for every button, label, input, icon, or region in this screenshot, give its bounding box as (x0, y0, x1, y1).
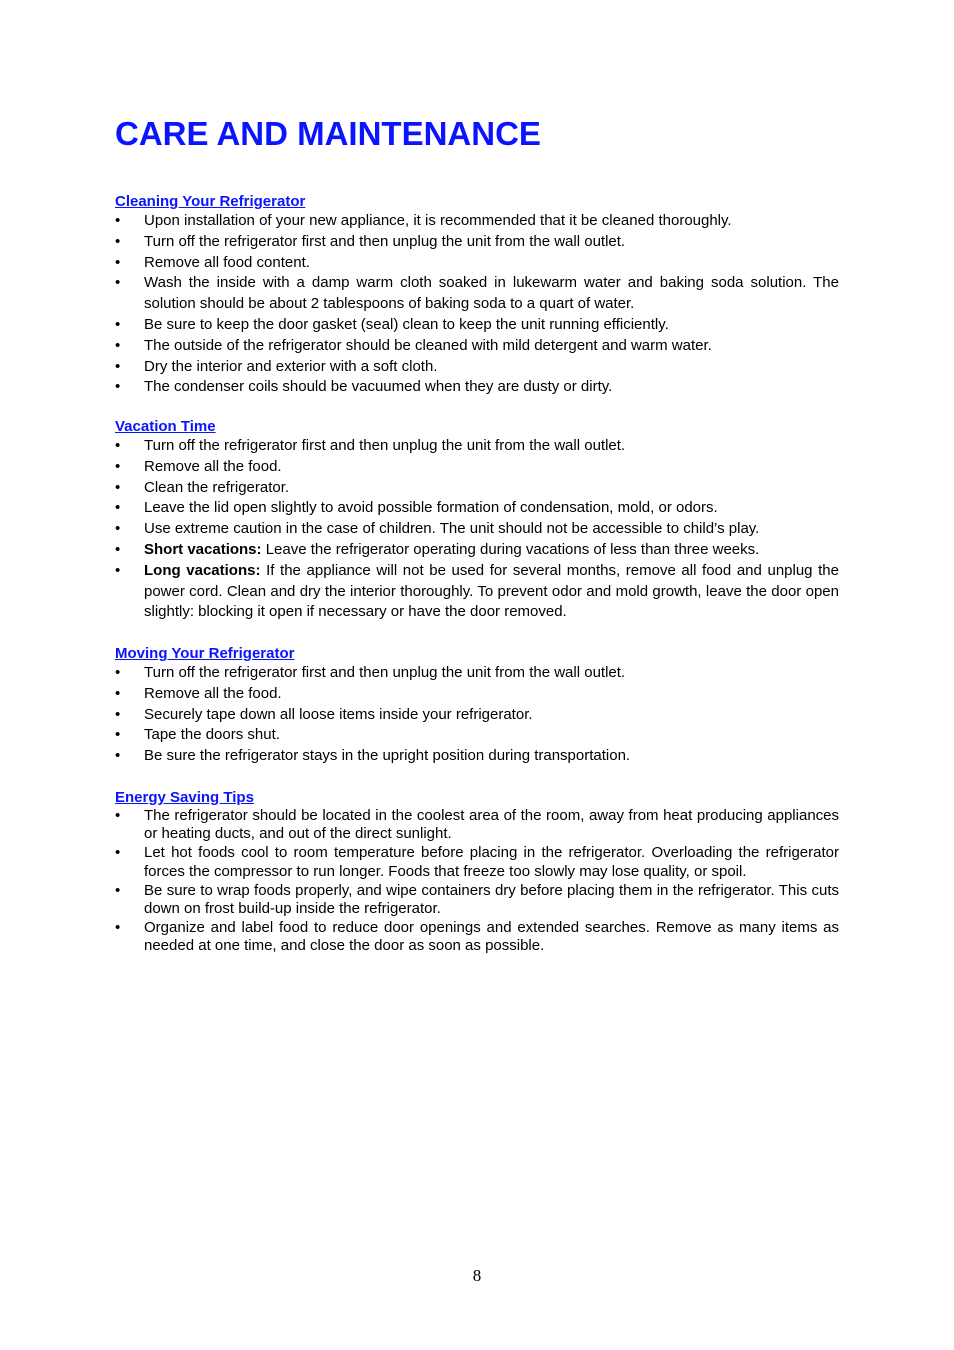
list-item: • Organize and label food to reduce door openings and extended searches. Remove as many items as needed at one time, and close the door as soon as possible. (115, 919, 839, 955)
list-item: • Upon installation of your new appliance, it is recommended that it be cleaned thoroughly. (115, 211, 839, 232)
section-heading-cleaning: Cleaning Your Refrigerator (115, 193, 306, 210)
list-item: • Be sure to keep the door gasket (seal) clean to keep the unit running efficiently. (115, 315, 839, 336)
bullet-icon: • (115, 705, 121, 723)
bullet-icon: • (115, 253, 121, 271)
list-item: • Be sure the refrigerator stays in the upright position during transportation. (115, 746, 839, 767)
energy-list (115, 807, 839, 956)
bullet-icon: • (115, 919, 121, 937)
list-item: • Use extreme caution in the case of children. The unit should not be accessible to child’s play. (115, 519, 839, 540)
bullet-icon: • (115, 478, 121, 496)
section-heading-energy: Energy Saving Tips (115, 789, 254, 806)
section-moving (115, 644, 839, 767)
list-item: • Be sure to wrap foods properly, and wipe containers dry before placing them in the refrigerator. This cuts down on frost build-up inside the refrigerator. (115, 881, 839, 918)
bullet-icon: • (115, 664, 121, 681)
list-item: • Turn off the refrigerator first and then unplug the unit from the wall outlet. (115, 663, 839, 684)
bullet-icon: • (115, 378, 121, 396)
list-item: • The outside of the refrigerator should be cleaned with mild detergent and warm water. (115, 336, 839, 357)
page-title: CARE AND MAINTENANCE (115, 115, 541, 152)
list-item: • Let hot foods cool to room temperature before placing in the refrigerator. Overloading the refrigerator forces the compressor to run longer. Foods that freeze too slowly may lose quality, or spoil. (115, 844, 839, 880)
list-item: • Remove all the food. (115, 684, 839, 705)
bullet-icon: • (115, 274, 121, 292)
cleaning-list (115, 211, 839, 398)
section-heading-moving: Moving Your Refrigerator (115, 645, 295, 662)
bullet-icon: • (115, 336, 121, 354)
list-item: • Remove all food content. (115, 253, 839, 274)
bullet-icon: • (115, 499, 121, 517)
list-item: • The condenser coils should be vacuumed when they are dusty or dirty. (115, 377, 839, 398)
section-vacation (115, 417, 839, 623)
list-item: • Short vacations: Leave the refrigerator operating during vacations of less than three weeks. (115, 540, 839, 561)
bullet-icon: • (115, 540, 121, 558)
bullet-icon: • (115, 561, 121, 579)
vacation-list (115, 436, 839, 623)
bullet-icon: • (115, 520, 121, 538)
list-item: • Dry the interior and exterior with a soft cloth. (115, 357, 839, 378)
list-item: • Turn off the refrigerator first and then unplug the unit from the wall outlet. (115, 232, 839, 253)
list-item: • Wash the inside with a damp warm cloth soaked in lukewarm water and baking soda solution. The solution should be about 2 tablespoons of baking soda to a quart of water. (115, 274, 839, 313)
bullet-icon: • (115, 726, 121, 744)
list-item: • Securely tape down all loose items inside your refrigerator. (115, 705, 839, 726)
bullet-icon: • (115, 315, 121, 333)
bullet-icon: • (115, 844, 121, 862)
section-cleaning (115, 192, 839, 398)
section-energy (115, 788, 839, 957)
list-item: • Clean the refrigerator. (115, 478, 839, 499)
bullet-icon: • (115, 357, 121, 375)
bullet-icon: • (115, 747, 121, 765)
bullet-icon: • (115, 437, 121, 454)
bullet-icon: • (115, 457, 121, 475)
bullet-icon: • (115, 807, 121, 824)
bullet-icon: • (115, 212, 121, 229)
section-heading-vacation: Vacation Time (115, 418, 216, 435)
list-item: • Remove all the food. (115, 457, 839, 478)
list-item: • Long vacations: If the appliance will not be used for several months, remove all food and unplug the power cord. Clean and dry the interior thoroughly. To prevent odor and mold growth, leave the door open slightly: blocking it open if necessary or have the door removed. (115, 561, 839, 621)
list-item: • Turn off the refrigerator first and then unplug the unit from the wall outlet. (115, 436, 839, 457)
bullet-icon: • (115, 881, 121, 899)
list-item: • Leave the lid open slightly to avoid possible formation of condensation, mold, or odors. (115, 498, 839, 519)
bullet-icon: • (115, 232, 121, 250)
moving-list (115, 663, 839, 767)
bullet-icon: • (115, 684, 121, 702)
page-number: 8 (472, 1266, 482, 1285)
list-item: • Tape the doors shut. (115, 725, 839, 746)
list-item: • The refrigerator should be located in the coolest area of the room, away from heat producing appliances or heating ducts, and out of the direct sunlight. (115, 807, 839, 843)
